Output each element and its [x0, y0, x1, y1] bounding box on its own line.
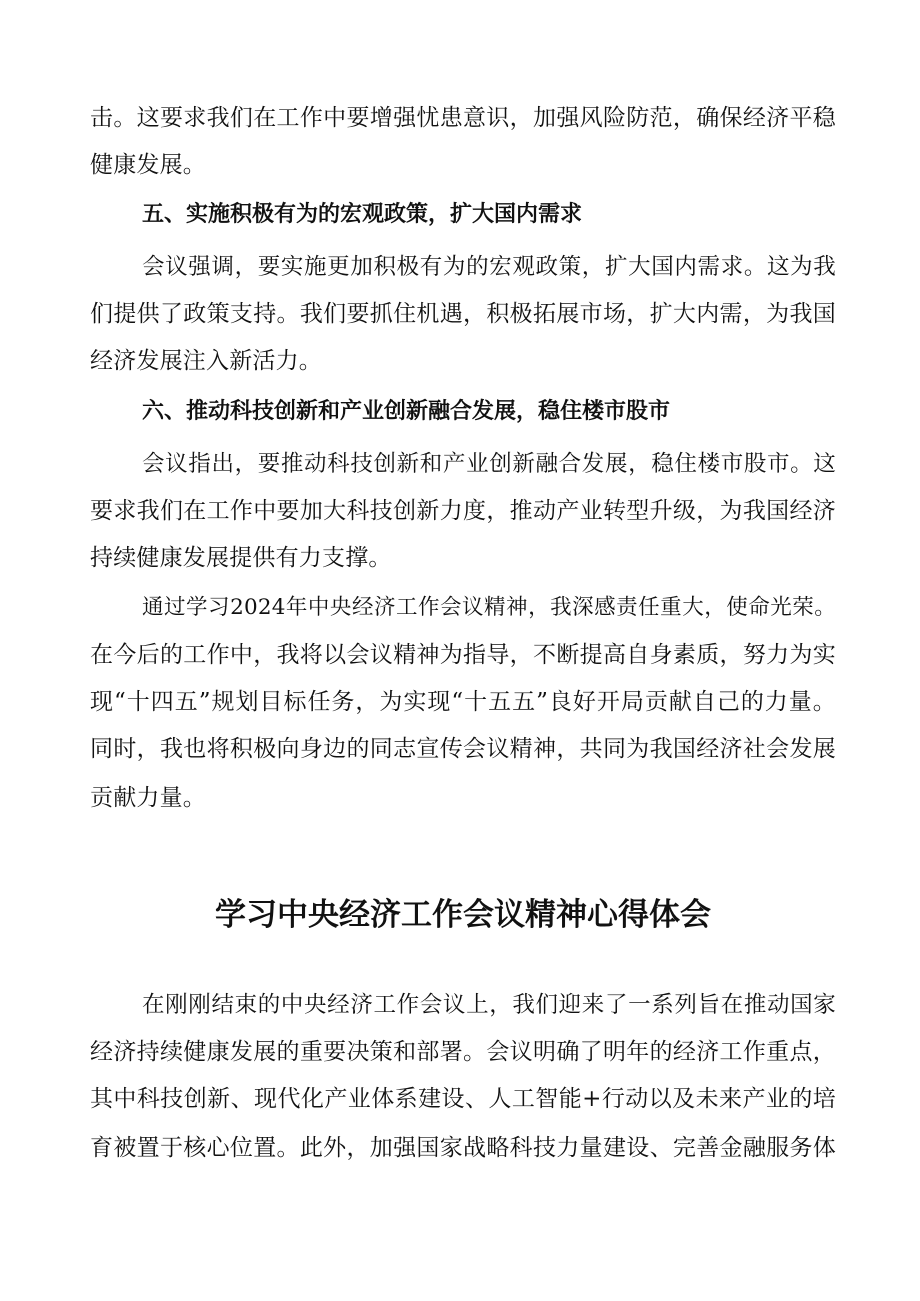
- paragraph-line: 在刚刚结束的中央经济工作会议上，我们迎来了一系列旨在推动国家: [142, 992, 836, 1018]
- paragraph-line: 们提供了政策支持。我们要抓住机遇，积极拓展市场，扩大内需，为我国: [90, 301, 836, 327]
- paragraph-line: 会议强调，要实施更加积极有为的宏观政策，扩大国内需求。这为我: [142, 254, 836, 280]
- paragraph-line: 贡献力量。: [90, 785, 206, 811]
- paragraph-line: 同时，我也将积极向身边的同志宣传会议精神，共同为我国经济社会发展: [90, 736, 836, 762]
- paragraph-line: 其中科技创新、现代化产业体系建设、人工智能+行动以及未来产业的培: [90, 1086, 836, 1112]
- paragraph-line: 击。这要求我们在工作中要增强忧患意识，加强风险防范，确保经济平稳: [90, 105, 836, 131]
- paragraph-line: 现“十四五”规划目标任务，为实现“十五五”良好开局贡献自己的力量。: [90, 689, 836, 715]
- paragraph-line: 持续健康发展提供有力支撑。: [90, 545, 392, 571]
- paragraph-line: 通过学习2024年中央经济工作会议精神，我深感责任重大，使命光荣。: [142, 595, 836, 620]
- paragraph-line: 经济持续健康发展的重要决策和部署。会议明确了明年的经济工作重点，: [90, 1039, 836, 1065]
- section-heading-6: 六、推动科技创新和产业创新融合发展，稳住楼市股市: [142, 399, 671, 424]
- article-title: 学习中央经济工作会议精神心得体会: [215, 897, 711, 933]
- section-heading-5: 五、实施积极有为的宏观政策，扩大国内需求: [142, 202, 583, 227]
- paragraph-line: 经济发展注入新活力。: [90, 348, 322, 374]
- paragraph-line: 要求我们在工作中要加大科技创新力度，推动产业转型升级，为我国经济: [90, 498, 836, 524]
- paragraph-line: 在今后的工作中，我将以会议精神为指导，不断提高自身素质，努力为实: [90, 642, 836, 668]
- paragraph-line: 会议指出，要推动科技创新和产业创新融合发展，稳住楼市股市。这: [142, 451, 836, 477]
- paragraph-line: 健康发展。: [90, 152, 206, 178]
- paragraph-line: 育被置于核心位置。此外，加强国家战略科技力量建设、完善金融服务体: [90, 1135, 836, 1161]
